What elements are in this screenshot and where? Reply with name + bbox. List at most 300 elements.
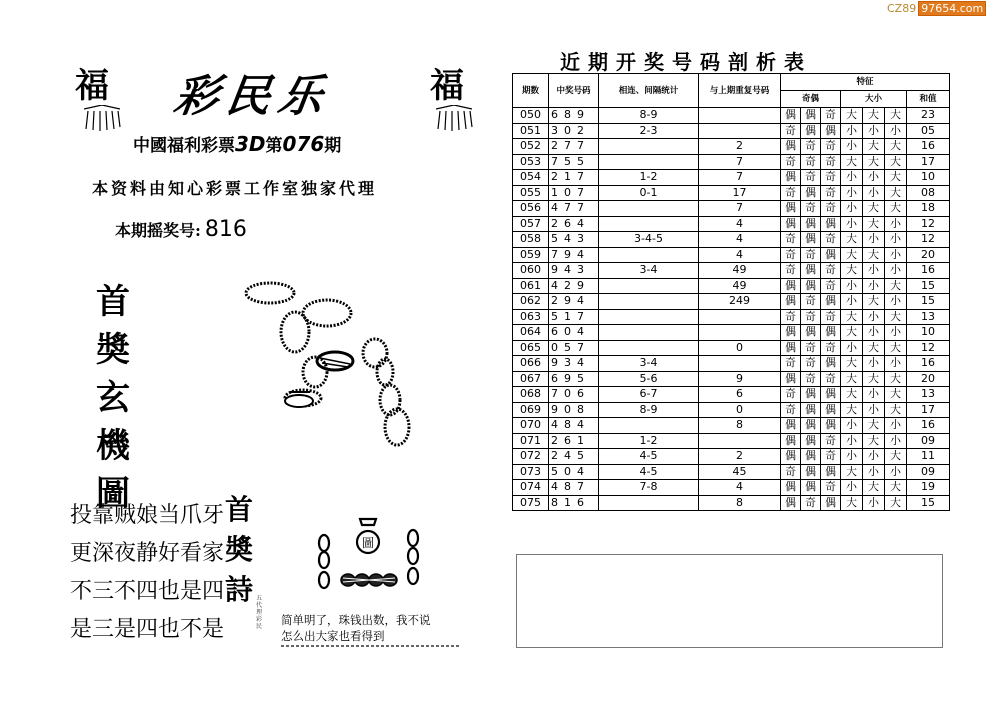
header-repeat: 与上期重复号码 <box>699 74 781 108</box>
watermark-code: CZ89 <box>887 2 917 15</box>
cell-big-small: 小 <box>841 278 863 294</box>
cell-adjacent <box>599 495 699 511</box>
cell-period: 065 <box>513 340 549 356</box>
cell-odd-even: 偶 <box>801 449 821 465</box>
cell-big-small: 大 <box>841 325 863 341</box>
cell-winning: 477 <box>549 201 599 217</box>
cell-sum: 10 <box>907 325 950 341</box>
cell-odd-even: 奇 <box>801 495 821 511</box>
poem-line: 投靠贼娘当爪牙 <box>70 503 225 528</box>
cell-odd-even: 偶 <box>821 418 841 434</box>
cell-big-small: 大 <box>863 294 885 310</box>
cell-winning: 517 <box>549 309 599 325</box>
cell-repeat <box>699 433 781 449</box>
tassel-left-icon <box>80 105 124 131</box>
cell-winning: 689 <box>549 108 599 124</box>
blank-box <box>516 554 943 648</box>
cell-odd-even: 奇 <box>801 356 821 372</box>
cell-odd-even: 偶 <box>781 170 801 186</box>
cell-big-small: 小 <box>841 480 863 496</box>
cell-odd-even: 奇 <box>801 170 821 186</box>
cell-adjacent: 6-7 <box>599 387 699 403</box>
cell-odd-even: 奇 <box>821 371 841 387</box>
vertical-char: 首 <box>224 493 253 526</box>
cell-adjacent: 3-4-5 <box>599 232 699 248</box>
cell-big-small: 大 <box>841 356 863 372</box>
cell-odd-even: 偶 <box>821 325 841 341</box>
table-row <box>513 309 950 325</box>
cell-big-small: 小 <box>885 464 907 480</box>
cell-adjacent: 5-6 <box>599 371 699 387</box>
issue-mid: 第 <box>265 136 283 156</box>
cell-big-small: 小 <box>841 340 863 356</box>
cell-odd-even: 奇 <box>801 294 821 310</box>
cell-period: 051 <box>513 123 549 139</box>
cell-repeat: 49 <box>699 263 781 279</box>
cell-odd-even: 奇 <box>821 170 841 186</box>
cell-odd-even: 奇 <box>801 201 821 217</box>
table-row <box>513 216 950 232</box>
watermark-site: 97654.com <box>918 1 986 16</box>
cell-big-small: 大 <box>841 402 863 418</box>
history-table <box>512 73 950 511</box>
cell-period: 066 <box>513 356 549 372</box>
table-row <box>513 139 950 155</box>
table-row <box>513 247 950 263</box>
cell-odd-even: 奇 <box>821 232 841 248</box>
cell-winning: 908 <box>549 402 599 418</box>
cell-big-small: 大 <box>885 480 907 496</box>
vertical-char: 奬 <box>224 533 253 566</box>
cell-odd-even: 偶 <box>801 464 821 480</box>
cell-odd-even: 偶 <box>821 464 841 480</box>
cell-big-small: 大 <box>863 371 885 387</box>
site-watermark <box>887 2 986 15</box>
vertical-title-poem <box>224 490 254 610</box>
cell-big-small: 大 <box>841 108 863 124</box>
cell-adjacent <box>599 216 699 232</box>
table-row <box>513 232 950 248</box>
cell-big-small: 大 <box>863 139 885 155</box>
cell-odd-even: 奇 <box>801 139 821 155</box>
cell-big-small: 小 <box>885 216 907 232</box>
cell-big-small: 小 <box>863 495 885 511</box>
cell-winning: 245 <box>549 449 599 465</box>
cell-repeat <box>699 108 781 124</box>
tiny-vertical-text: 五代理彩民 <box>256 595 263 630</box>
cell-adjacent: 0-1 <box>599 185 699 201</box>
cell-adjacent: 4-5 <box>599 449 699 465</box>
cell-big-small: 大 <box>863 216 885 232</box>
cell-sum: 05 <box>907 123 950 139</box>
vertical-char: 圖 <box>96 474 130 514</box>
cell-odd-even: 偶 <box>781 294 801 310</box>
table-row <box>513 480 950 496</box>
cell-odd-even: 奇 <box>801 371 821 387</box>
draw-number: 816 <box>204 217 247 242</box>
cell-odd-even: 奇 <box>821 480 841 496</box>
cell-period: 055 <box>513 185 549 201</box>
cell-odd-even: 奇 <box>781 309 801 325</box>
cell-odd-even: 偶 <box>801 387 821 403</box>
poem-line: 是三是四也不是 <box>70 617 225 642</box>
cell-winning: 706 <box>549 387 599 403</box>
cell-repeat: 2 <box>699 449 781 465</box>
cell-odd-even: 奇 <box>821 108 841 124</box>
cell-odd-even: 奇 <box>781 464 801 480</box>
cell-big-small: 大 <box>863 418 885 434</box>
smudge-line <box>281 644 461 648</box>
cell-odd-even: 偶 <box>781 495 801 511</box>
cell-odd-even: 偶 <box>801 433 821 449</box>
cell-odd-even: 偶 <box>801 123 821 139</box>
table-row <box>513 418 950 434</box>
cell-odd-even: 奇 <box>781 402 801 418</box>
cell-sum: 13 <box>907 387 950 403</box>
cell-odd-even: 奇 <box>821 263 841 279</box>
cell-odd-even: 偶 <box>821 387 841 403</box>
cell-odd-even: 偶 <box>821 495 841 511</box>
cell-sum: 13 <box>907 309 950 325</box>
cell-winning: 429 <box>549 278 599 294</box>
fu-character-right: 福 <box>430 66 464 106</box>
cell-sum: 20 <box>907 371 950 387</box>
cell-adjacent: 8-9 <box>599 402 699 418</box>
cell-big-small: 大 <box>885 340 907 356</box>
cell-odd-even: 奇 <box>821 185 841 201</box>
vertical-char: 玄 <box>96 378 130 418</box>
cell-winning: 484 <box>549 418 599 434</box>
table-row <box>513 170 950 186</box>
cell-adjacent: 2-3 <box>599 123 699 139</box>
cell-big-small: 大 <box>885 402 907 418</box>
cell-winning: 943 <box>549 263 599 279</box>
cell-odd-even: 偶 <box>781 449 801 465</box>
cell-odd-even: 偶 <box>821 402 841 418</box>
cell-sum: 11 <box>907 449 950 465</box>
cell-sum: 09 <box>907 433 950 449</box>
cell-big-small: 小 <box>863 356 885 372</box>
cell-winning: 277 <box>549 139 599 155</box>
table-row <box>513 356 950 372</box>
cell-big-small: 大 <box>885 139 907 155</box>
cell-odd-even: 偶 <box>801 263 821 279</box>
table-row <box>513 387 950 403</box>
cell-big-small: 小 <box>885 418 907 434</box>
cell-odd-even: 奇 <box>801 340 821 356</box>
cell-repeat: 7 <box>699 201 781 217</box>
abacus-drawing <box>310 510 435 595</box>
table-row <box>513 201 950 217</box>
cell-adjacent: 3-4 <box>599 263 699 279</box>
cell-big-small: 大 <box>841 495 863 511</box>
cell-repeat: 17 <box>699 185 781 201</box>
cell-repeat: 49 <box>699 278 781 294</box>
cell-big-small: 小 <box>885 356 907 372</box>
hint-note <box>281 612 431 644</box>
cell-winning: 294 <box>549 294 599 310</box>
cell-period: 056 <box>513 201 549 217</box>
table-row <box>513 402 950 418</box>
cell-odd-even: 偶 <box>801 402 821 418</box>
cell-winning: 794 <box>549 247 599 263</box>
table-row <box>513 263 950 279</box>
cell-winning: 934 <box>549 356 599 372</box>
cell-big-small: 大 <box>863 247 885 263</box>
cell-period: 059 <box>513 247 549 263</box>
cell-odd-even: 奇 <box>821 449 841 465</box>
cell-odd-even: 偶 <box>781 108 801 124</box>
cell-big-small: 大 <box>863 480 885 496</box>
cell-big-small: 大 <box>841 464 863 480</box>
cell-adjacent <box>599 340 699 356</box>
cell-repeat <box>699 309 781 325</box>
cell-winning: 057 <box>549 340 599 356</box>
cell-repeat: 4 <box>699 216 781 232</box>
cell-odd-even: 奇 <box>821 201 841 217</box>
cell-winning: 604 <box>549 325 599 341</box>
cell-odd-even: 偶 <box>801 185 821 201</box>
header-big-small: 大小 <box>841 91 907 108</box>
cell-odd-even: 偶 <box>781 201 801 217</box>
cell-big-small: 小 <box>863 170 885 186</box>
cell-period: 067 <box>513 371 549 387</box>
cell-odd-even: 偶 <box>781 371 801 387</box>
cell-odd-even: 奇 <box>801 154 821 170</box>
cell-odd-even: 奇 <box>821 340 841 356</box>
cell-odd-even: 奇 <box>781 232 801 248</box>
cell-winning: 543 <box>549 232 599 248</box>
cell-adjacent <box>599 139 699 155</box>
cell-period: 061 <box>513 278 549 294</box>
cell-sum: 12 <box>907 216 950 232</box>
table-row <box>513 495 950 511</box>
cell-adjacent: 7-8 <box>599 480 699 496</box>
table-row <box>513 108 950 124</box>
cell-sum: 16 <box>907 263 950 279</box>
header-adjacent: 相连、间隔统计 <box>599 74 699 108</box>
cell-period: 075 <box>513 495 549 511</box>
cell-period: 072 <box>513 449 549 465</box>
issue-number: 076 <box>282 132 325 156</box>
cell-big-small: 小 <box>863 325 885 341</box>
cell-period: 053 <box>513 154 549 170</box>
cell-big-small: 小 <box>841 216 863 232</box>
cell-big-small: 小 <box>841 294 863 310</box>
fu-character-left: 福 <box>75 66 109 106</box>
cell-big-small: 大 <box>863 201 885 217</box>
draw-label: 本期摇奖号: <box>115 221 201 240</box>
cell-big-small: 小 <box>885 232 907 248</box>
cell-period: 063 <box>513 309 549 325</box>
hint-line: 简单明了，珠钱出数，我不说 <box>281 613 431 627</box>
cell-odd-even: 偶 <box>801 480 821 496</box>
cell-big-small: 小 <box>841 185 863 201</box>
draw-number-line <box>115 217 247 242</box>
cell-adjacent: 3-4 <box>599 356 699 372</box>
cell-big-small: 大 <box>841 263 863 279</box>
cell-odd-even: 偶 <box>781 480 801 496</box>
cell-sum: 16 <box>907 418 950 434</box>
vertical-char: 詩 <box>224 573 253 606</box>
cell-winning: 695 <box>549 371 599 387</box>
cell-odd-even: 偶 <box>781 433 801 449</box>
cell-big-small: 大 <box>885 185 907 201</box>
cell-odd-even: 奇 <box>821 433 841 449</box>
cell-big-small: 小 <box>863 278 885 294</box>
cell-odd-even: 偶 <box>821 123 841 139</box>
cell-winning: 487 <box>549 480 599 496</box>
table-row <box>513 449 950 465</box>
cell-big-small: 大 <box>885 371 907 387</box>
cell-period: 050 <box>513 108 549 124</box>
cell-odd-even: 奇 <box>821 154 841 170</box>
cell-period: 052 <box>513 139 549 155</box>
cell-big-small: 小 <box>863 123 885 139</box>
cell-big-small: 小 <box>885 433 907 449</box>
cell-odd-even: 偶 <box>821 216 841 232</box>
cell-sum: 15 <box>907 495 950 511</box>
cell-repeat: 2 <box>699 139 781 155</box>
cell-odd-even: 奇 <box>781 263 801 279</box>
cell-repeat <box>699 356 781 372</box>
issue-prefix: 中國福利彩票 <box>133 136 235 156</box>
cell-period: 062 <box>513 294 549 310</box>
cell-period: 070 <box>513 418 549 434</box>
cell-odd-even: 偶 <box>801 216 821 232</box>
vertical-title-puzzle <box>93 278 133 518</box>
tassel-right-icon <box>432 105 476 131</box>
header-sum: 和值 <box>907 91 950 108</box>
cell-repeat <box>699 325 781 341</box>
cell-big-small: 小 <box>885 123 907 139</box>
cell-period: 069 <box>513 402 549 418</box>
cell-odd-even: 偶 <box>781 139 801 155</box>
cell-big-small: 大 <box>885 309 907 325</box>
cell-odd-even: 偶 <box>821 356 841 372</box>
cell-sum: 15 <box>907 294 950 310</box>
cell-big-small: 小 <box>863 232 885 248</box>
cell-repeat: 8 <box>699 418 781 434</box>
cell-repeat: 0 <box>699 340 781 356</box>
cell-big-small: 大 <box>841 154 863 170</box>
cell-period: 071 <box>513 433 549 449</box>
cell-adjacent: 1-2 <box>599 170 699 186</box>
cell-odd-even: 偶 <box>801 418 821 434</box>
cell-big-small: 小 <box>885 325 907 341</box>
cell-winning: 302 <box>549 123 599 139</box>
poem-line: 不三不四也是四 <box>70 579 225 604</box>
header-winning: 中奖号码 <box>549 74 599 108</box>
cell-big-small: 小 <box>863 464 885 480</box>
vertical-char: 首 <box>96 282 130 322</box>
table-row <box>513 294 950 310</box>
cell-repeat: 6 <box>699 387 781 403</box>
table-row <box>513 433 950 449</box>
cell-winning: 264 <box>549 216 599 232</box>
table-row <box>513 340 950 356</box>
cell-sum: 15 <box>907 278 950 294</box>
cell-big-small: 小 <box>885 263 907 279</box>
cell-sum: 10 <box>907 170 950 186</box>
cell-odd-even: 偶 <box>781 418 801 434</box>
cell-odd-even: 偶 <box>801 278 821 294</box>
cell-odd-even: 奇 <box>781 123 801 139</box>
cell-big-small: 小 <box>841 123 863 139</box>
table-title: 近期开奖号码剖析表 <box>560 50 812 74</box>
cell-sum: 18 <box>907 201 950 217</box>
poem-line: 更深夜静好看家 <box>70 541 225 566</box>
cell-odd-even: 奇 <box>781 247 801 263</box>
issue-suffix: 期 <box>324 136 342 156</box>
cell-big-small: 大 <box>841 387 863 403</box>
cell-big-small: 大 <box>885 201 907 217</box>
table-row <box>513 278 950 294</box>
cell-big-small: 小 <box>841 449 863 465</box>
cell-odd-even: 奇 <box>781 154 801 170</box>
header-features: 特征 <box>781 74 950 91</box>
cell-odd-even: 偶 <box>801 108 821 124</box>
page-title: 彩民乐 <box>170 71 334 122</box>
cell-adjacent <box>599 201 699 217</box>
table-row <box>513 154 950 170</box>
cell-big-small: 小 <box>841 418 863 434</box>
cell-big-small: 大 <box>841 247 863 263</box>
cell-winning: 261 <box>549 433 599 449</box>
cell-period: 074 <box>513 480 549 496</box>
cell-big-small: 小 <box>863 387 885 403</box>
cell-repeat <box>699 123 781 139</box>
cell-winning: 107 <box>549 185 599 201</box>
cell-adjacent <box>599 309 699 325</box>
cell-winning: 217 <box>549 170 599 186</box>
cell-sum: 23 <box>907 108 950 124</box>
cell-adjacent: 4-5 <box>599 464 699 480</box>
agent-line: 本资料由知心彩票工作室独家代理 <box>92 179 378 198</box>
cell-odd-even: 偶 <box>801 232 821 248</box>
cell-big-small: 大 <box>863 340 885 356</box>
cell-big-small: 大 <box>863 154 885 170</box>
abacus-center-char: 圖 <box>362 536 375 550</box>
cell-big-small: 大 <box>885 495 907 511</box>
cell-big-small: 小 <box>863 449 885 465</box>
cell-odd-even: 偶 <box>781 216 801 232</box>
cell-big-small: 小 <box>863 402 885 418</box>
cell-sum: 08 <box>907 185 950 201</box>
cell-big-small: 小 <box>863 185 885 201</box>
cell-odd-even: 奇 <box>821 278 841 294</box>
cell-repeat: 9 <box>699 371 781 387</box>
issue-line <box>133 131 341 156</box>
cell-big-small: 小 <box>863 263 885 279</box>
cell-odd-even: 偶 <box>821 247 841 263</box>
cell-sum: 17 <box>907 402 950 418</box>
puzzle-beads-drawing <box>240 275 425 450</box>
cell-big-small: 大 <box>885 108 907 124</box>
cell-repeat: 4 <box>699 480 781 496</box>
cell-period: 073 <box>513 464 549 480</box>
cell-big-small: 大 <box>841 232 863 248</box>
cell-period: 060 <box>513 263 549 279</box>
table-row <box>513 464 950 480</box>
cell-odd-even: 奇 <box>801 247 821 263</box>
cell-adjacent <box>599 294 699 310</box>
cell-big-small: 大 <box>863 108 885 124</box>
cell-odd-even: 奇 <box>821 309 841 325</box>
cell-repeat: 0 <box>699 402 781 418</box>
cell-odd-even: 奇 <box>781 356 801 372</box>
cell-sum: 12 <box>907 232 950 248</box>
